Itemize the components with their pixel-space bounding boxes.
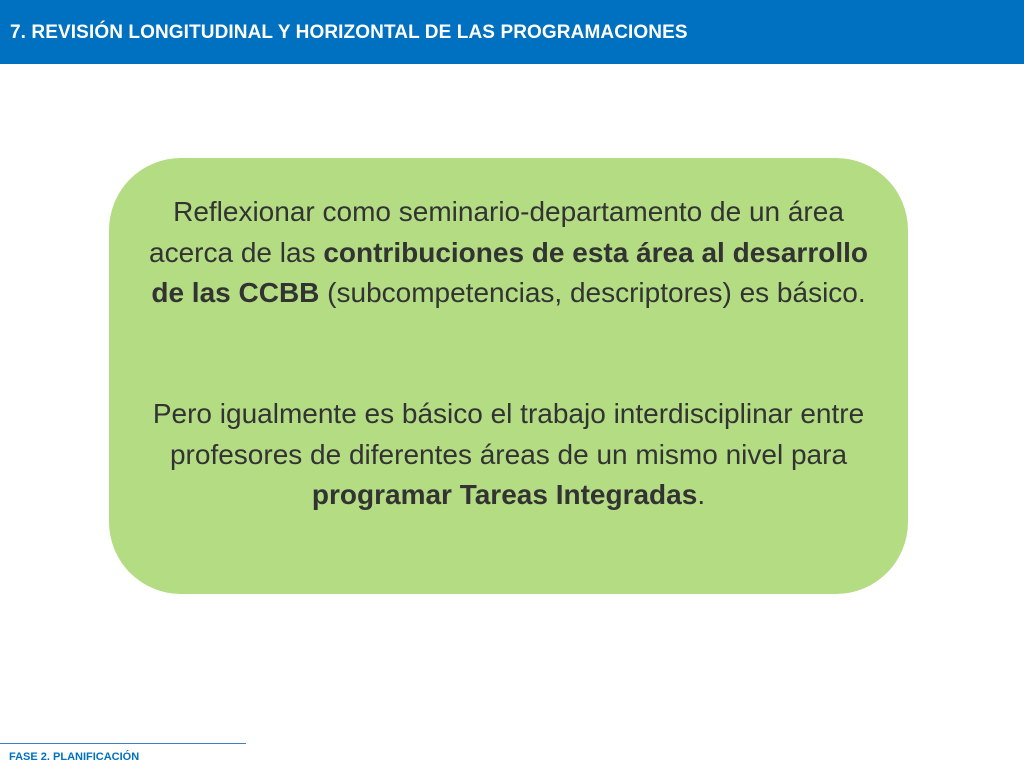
paragraph-1 (149, 192, 868, 314)
footer-divider (0, 743, 246, 744)
paragraph-1-bold-text: contribuciones de esta área al desarrollo de las CCBB (151, 236, 868, 308)
slide-title: 7. REVISIÓN LONGITUDINAL Y HORIZONTAL DE LAS PROGRAMACIONES (10, 22, 688, 43)
content-box (109, 158, 908, 594)
paragraph-2-bold-text: programar Tareas Integradas (311, 479, 698, 510)
paragraph-2-text-start: Pero igualmente es básico el trabajo interdisciplinar entre profesores de diferentes áreas de un mismo nivel para (152, 398, 865, 470)
paragraph-1-text-end: (subcompetencias, descriptores) es básico. (319, 277, 866, 308)
paragraph-1-text-start: Reflexionar como seminario-departamento de un área acerca de las (149, 196, 844, 268)
footer-label: FASE 2. PLANIFICACIÓN (9, 751, 140, 763)
header-bar (0, 0, 1024, 64)
paragraph-2 (149, 394, 868, 516)
paragraph-2-text-end: . (697, 479, 706, 510)
